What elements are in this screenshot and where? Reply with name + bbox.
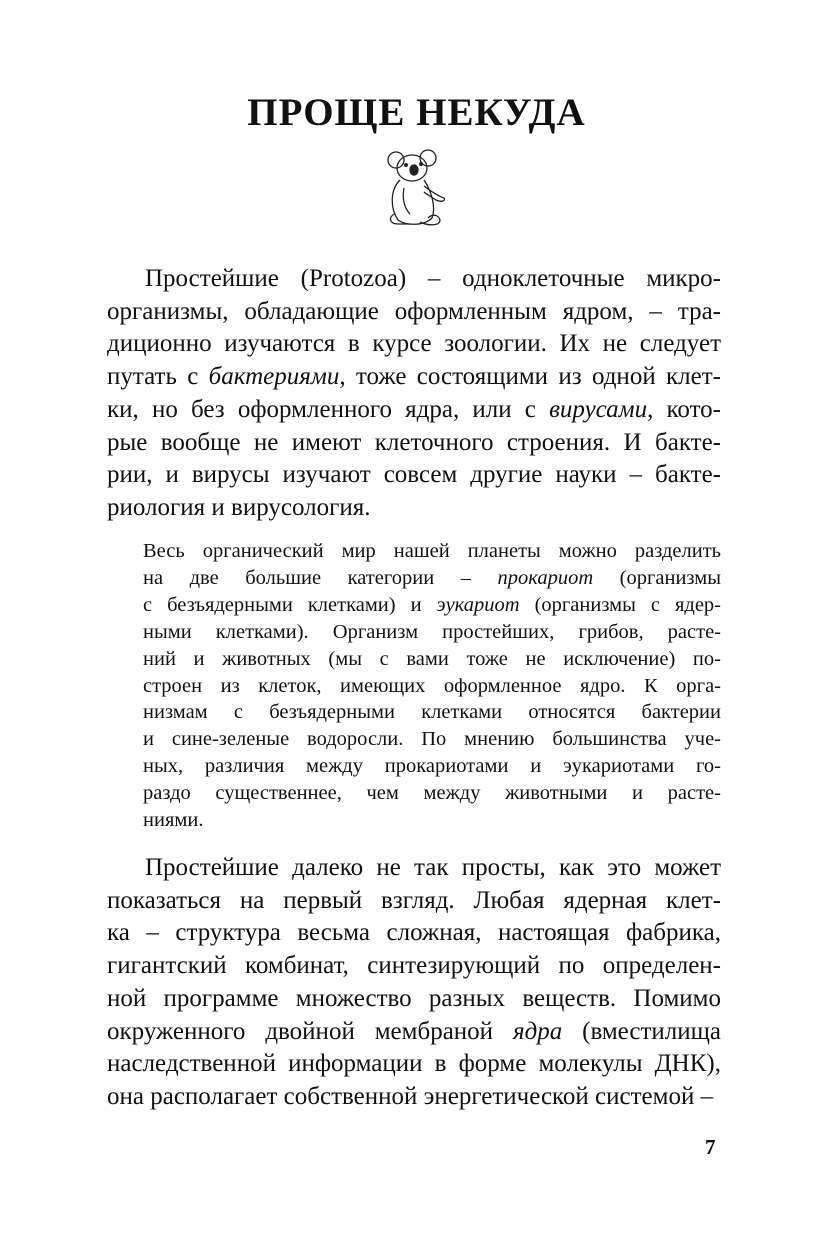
text-line: низмам с безъядерными клетками относятся бактерии xyxy=(143,701,721,724)
text-line: ной программе множество разных веществ. Помимо xyxy=(107,984,721,1012)
text-line: ниями. xyxy=(143,809,204,832)
text-line: строен из клеток, имеющих оформленное ядро. К орга- xyxy=(143,674,721,697)
text-line: путать с бактериями, тоже состоящими из одной клет- xyxy=(107,363,721,391)
text-line: она располагает собственной энергетической системой – xyxy=(107,1082,714,1110)
text-line: показаться на первый взгляд. Любая ядерная клет- xyxy=(107,886,721,914)
paragraph-intro xyxy=(107,263,721,525)
emphasized-term: вирусами xyxy=(549,395,648,423)
page-number: 7 xyxy=(705,1135,716,1159)
text-line: ний и животных (мы с вами тоже не исключение) по- xyxy=(143,647,721,670)
text-line: на две большие категории – прокариот (организмы xyxy=(143,566,721,589)
text-line: рии, и вирусы изучают совсем другие науки – бакте- xyxy=(107,461,721,489)
emphasized-term: эукариот xyxy=(436,593,520,616)
emphasized-term: прокариот xyxy=(497,566,594,589)
text-line: диционно изучаются в курсе зоологии. Их не следует xyxy=(107,330,721,358)
paragraph-cell xyxy=(107,852,721,1114)
emphasized-term: ядра xyxy=(512,1017,563,1045)
chapter-title: ПРОЩЕ НЕКУДА xyxy=(247,91,586,134)
text-line: рые вообще не имеют клеточного строения. И бакте- xyxy=(107,428,721,456)
text-line: ными клетками). Организм простейших, грибов, расте- xyxy=(143,620,721,643)
text-line: Простейшие (Protozoa) – одноклеточные микро- xyxy=(145,265,721,292)
text-line: окруженного двойной мембраной ядра (вместилища xyxy=(107,1017,722,1045)
koala-icon xyxy=(380,148,450,228)
text-line: с безъядерными клетками) и эукариот (организмы с ядер- xyxy=(143,593,722,616)
emphasized-term: бактериями xyxy=(208,363,340,391)
text-line: ки, но без оформленного ядра, или с вирусами, кото- xyxy=(107,395,721,423)
text-line: гигантский комбинат, синтезирующий по определен- xyxy=(107,952,721,980)
text-line: раздо существеннее, чем между животными и расте- xyxy=(143,782,721,805)
text-line: наследственной информации в форме молекулы ДНК), xyxy=(107,1050,721,1078)
text-line: Весь органический мир нашей планеты можно разделить xyxy=(143,540,721,562)
text-line: ных, различия между прокариотами и эукариотами го- xyxy=(143,755,721,778)
text-line: и сине-зеленые водоросли. По мнению большинства уче- xyxy=(143,728,721,751)
note-paragraph xyxy=(143,538,721,834)
text-line: ка – структура весьма сложная, настоящая фабрика, xyxy=(107,919,721,947)
text-line: риология и вирусология. xyxy=(107,493,371,521)
text-line: Простейшие далеко не так просты, как это может xyxy=(145,854,721,881)
text-line: организмы, обладающие оформленным ядром, – тра- xyxy=(107,297,721,325)
